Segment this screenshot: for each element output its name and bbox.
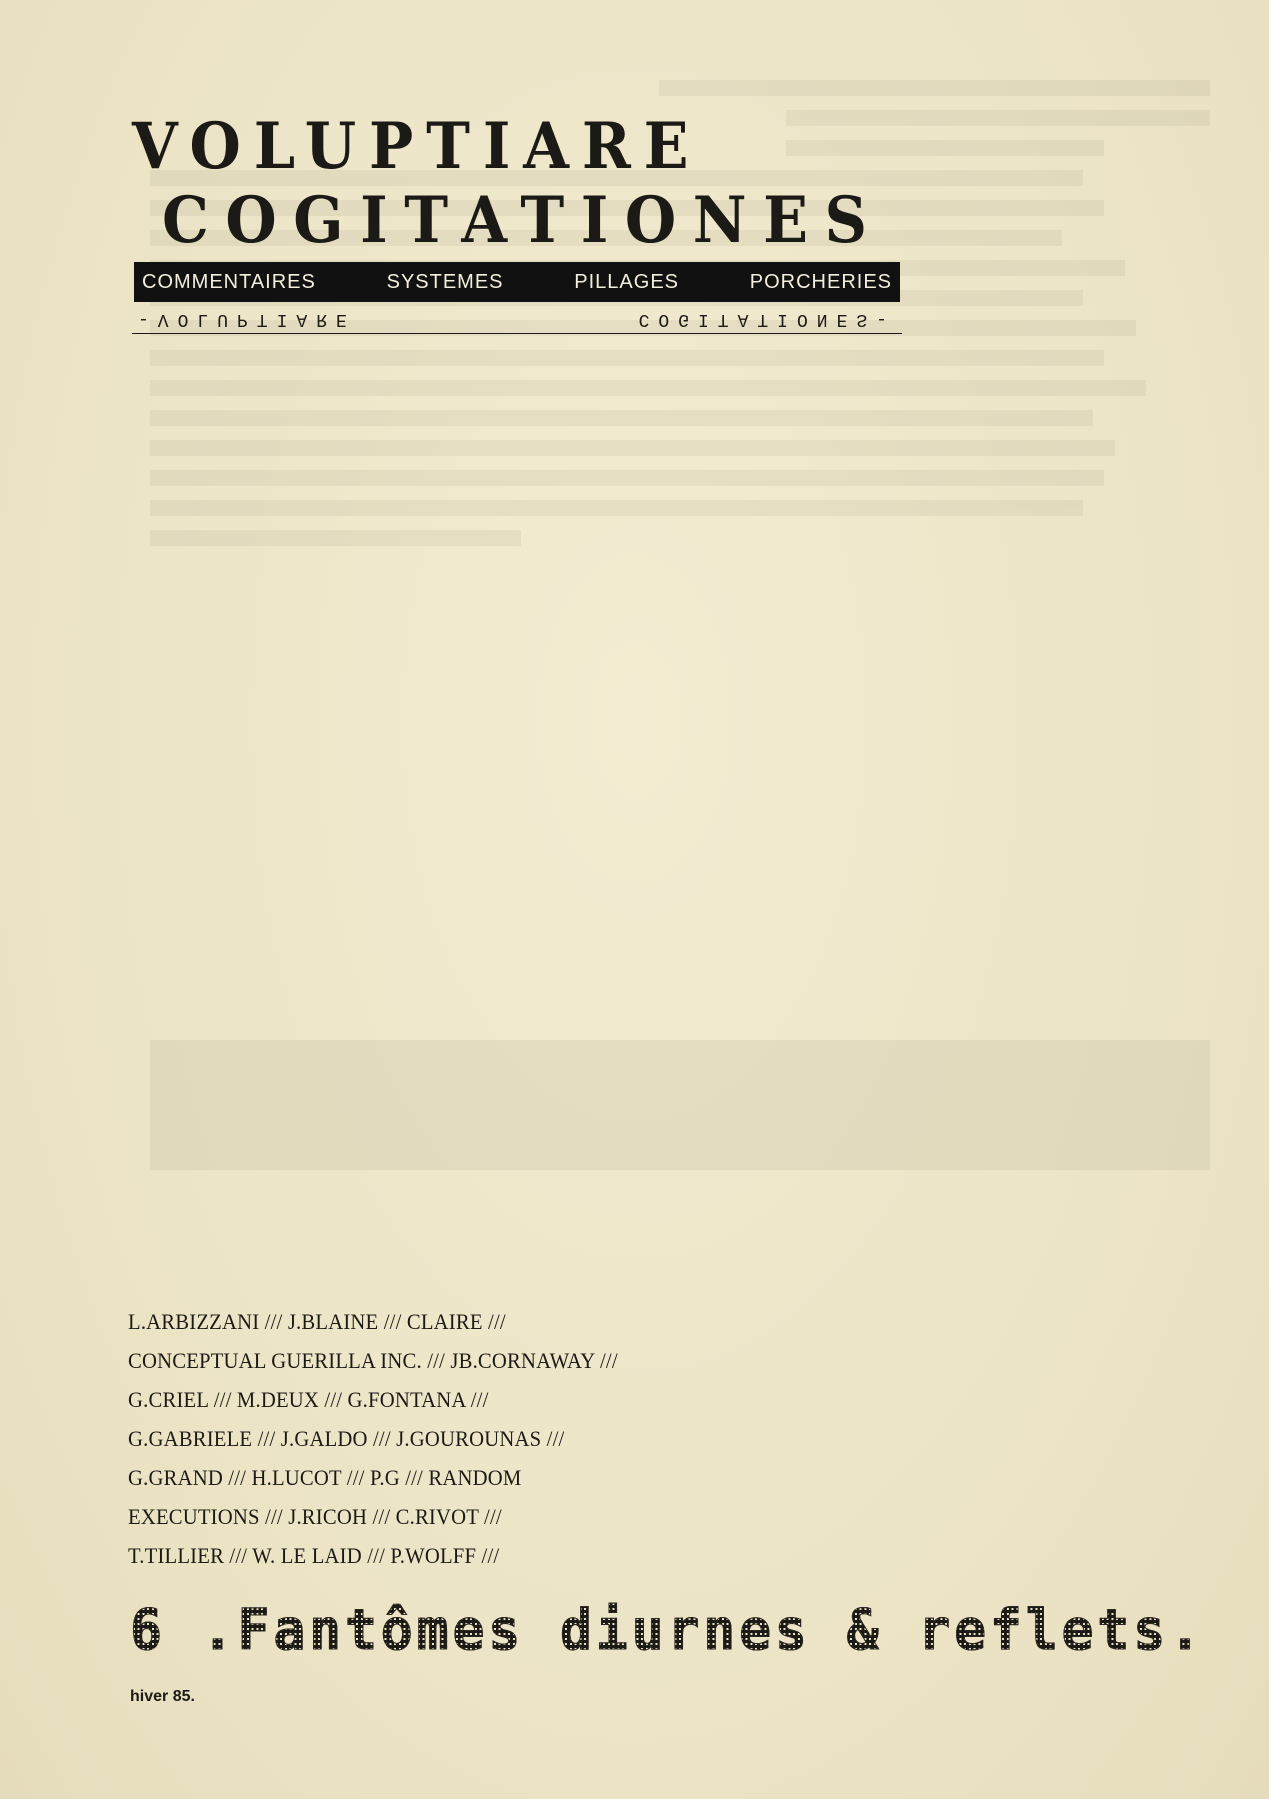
subject-bar [134, 262, 900, 302]
masthead-title-line1: VOLUPTIARE [132, 109, 702, 184]
mirrored-title-line [132, 306, 902, 334]
masthead-title-line2: COGITATIONES [162, 183, 884, 258]
contributor-line: T.TILLIER /// W. LE LAID /// P.WOLFF /// [128, 1543, 500, 1568]
contributor-line: G.GABRIELE /// J.GALDO /// J.GOUROUNAS /// [128, 1426, 565, 1451]
masthead [132, 109, 912, 330]
subject-systemes: SYSTEMES [386, 270, 504, 293]
subject-pillages: PILLAGES [574, 270, 679, 293]
contributor-line: G.CRIEL /// M.DEUX /// G.FONTANA /// [128, 1387, 489, 1412]
issue-date: hiver 85. [130, 1688, 195, 1705]
contributor-line: G.GRAND /// H.LUCOT /// P.G /// RANDOM [128, 1465, 522, 1490]
contributor-line: CONCEPTUAL GUERILLA INC. /// JB.CORNAWAY /// [128, 1348, 618, 1373]
subject-commentaires: COMMENTAIRES [142, 270, 316, 293]
mirrored-title-left: -VOLUPTIARE [138, 309, 356, 330]
contributors-list [128, 1302, 768, 1575]
contributor-line: L.ARBIZZANI /// J.BLAINE /// CLAIRE /// [128, 1309, 506, 1334]
subject-porcheries: PORCHERIES [749, 270, 892, 293]
mirrored-title-right: COGITATIONES- [638, 309, 896, 330]
contributor-line: EXECUTIONS /// J.RICOH /// C.RIVOT /// [128, 1504, 502, 1529]
issue-title: 6 .Fantômes diurnes & reflets. [130, 1598, 1205, 1663]
